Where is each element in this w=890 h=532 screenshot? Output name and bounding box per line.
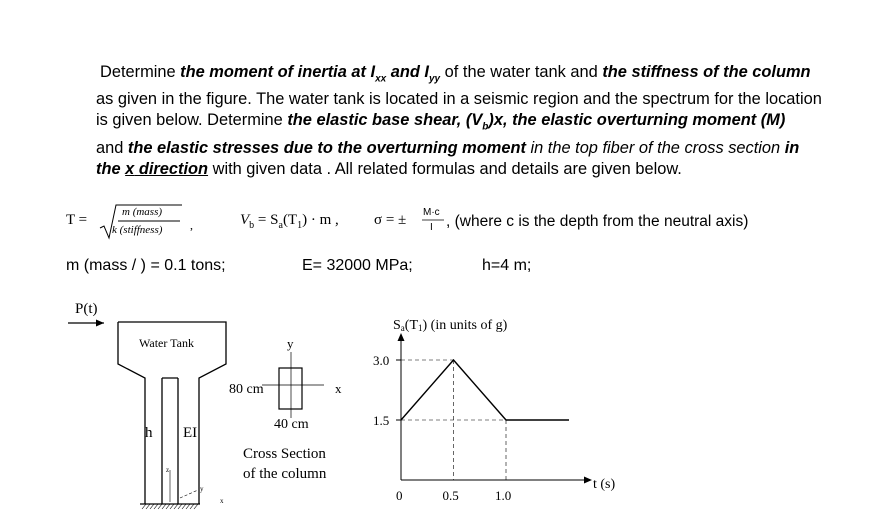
given-modulus: E= 32000 MPa; xyxy=(302,257,413,274)
text: x xyxy=(125,159,135,178)
x-axis-arrowhead xyxy=(584,477,592,484)
x-tick-label: 0.5 xyxy=(442,488,459,503)
text: of the water tank and xyxy=(440,63,603,81)
y-tick-label: 1.5 xyxy=(373,413,390,428)
section-height-label: 80 cm xyxy=(229,382,264,397)
text: in the top fiber of the cross section xyxy=(525,138,785,157)
section-width-label: 40 cm xyxy=(274,417,309,432)
comma: , xyxy=(190,218,193,232)
text: direction xyxy=(134,159,209,178)
x-axis-label: t (s) xyxy=(593,477,616,492)
given-mass: m (mass / ) = 0.1 tons; xyxy=(66,257,226,274)
section-y-label: y xyxy=(287,336,294,351)
stress-note: , (where c is the depth from the neutral axis) xyxy=(446,213,749,230)
force-label: P(t) xyxy=(75,301,98,317)
text: V xyxy=(240,212,250,228)
ground-hatching xyxy=(142,504,198,509)
text: (T xyxy=(282,212,298,228)
y-axis-arrowhead xyxy=(398,333,405,341)
water-tank-structure xyxy=(68,301,226,509)
period-denominator: k (stiffness) xyxy=(112,224,163,236)
cross-section xyxy=(229,336,342,482)
x-tick-label: 1.0 xyxy=(495,488,512,503)
x-small-label: x xyxy=(220,497,224,505)
spectrum-line xyxy=(401,360,569,420)
text: in xyxy=(784,138,800,157)
force-arrowhead xyxy=(96,320,104,327)
y-small-label: y xyxy=(200,485,204,493)
ei-label: EI xyxy=(183,425,198,441)
y-tick-label: 3.0 xyxy=(373,353,390,368)
subscript: a xyxy=(278,220,283,231)
section-caption-2: of the column xyxy=(243,466,327,482)
text: )x, the elastic overturning moment (M) xyxy=(488,111,786,130)
x-tick-label: 0 xyxy=(396,488,403,503)
text: the stiffness of the column xyxy=(602,63,811,81)
text: as given in the figure. The water tank is located in a seismic region and the spectrum for the location xyxy=(96,90,822,109)
chart-title: Sa(T1) (in units of g) xyxy=(393,318,508,333)
section-rectangle xyxy=(279,368,302,409)
text: ) · m , xyxy=(302,212,339,228)
section-caption-1: Cross Section xyxy=(243,446,326,462)
stress-frac-num: M·c xyxy=(423,207,440,218)
text: the xyxy=(96,159,126,178)
subscript: yy xyxy=(429,73,441,85)
stress-formula-lhs: σ = ± xyxy=(374,212,407,228)
given-height: h=4 m; xyxy=(482,257,532,274)
text: the elastic stresses due to the overturning moment xyxy=(127,138,526,157)
stress-frac-den: I xyxy=(430,222,433,233)
subscript: xx xyxy=(375,73,387,85)
text: Determine xyxy=(100,63,181,81)
text: the elastic base shear, (V xyxy=(287,111,483,130)
h-label: h xyxy=(145,425,153,441)
tank-label: Water Tank xyxy=(139,336,194,350)
z-label: z xyxy=(166,466,170,474)
subscript: b xyxy=(249,220,255,231)
subscript: b xyxy=(482,121,489,133)
text: and I xyxy=(386,63,429,81)
period-numerator: m (mass) xyxy=(122,206,163,218)
text: = S xyxy=(254,212,279,228)
y-axis xyxy=(180,490,198,498)
period-lhs: T = xyxy=(66,212,88,228)
text: the moment of inertia at I xyxy=(180,63,376,81)
subscript: 1 xyxy=(297,220,303,231)
text: and xyxy=(96,138,128,157)
section-x-label: x xyxy=(335,381,342,396)
text: is given below. Determine xyxy=(96,111,288,130)
text: with given data . All related formulas and details are given below. xyxy=(208,159,682,178)
spectrum-chart xyxy=(373,318,616,503)
